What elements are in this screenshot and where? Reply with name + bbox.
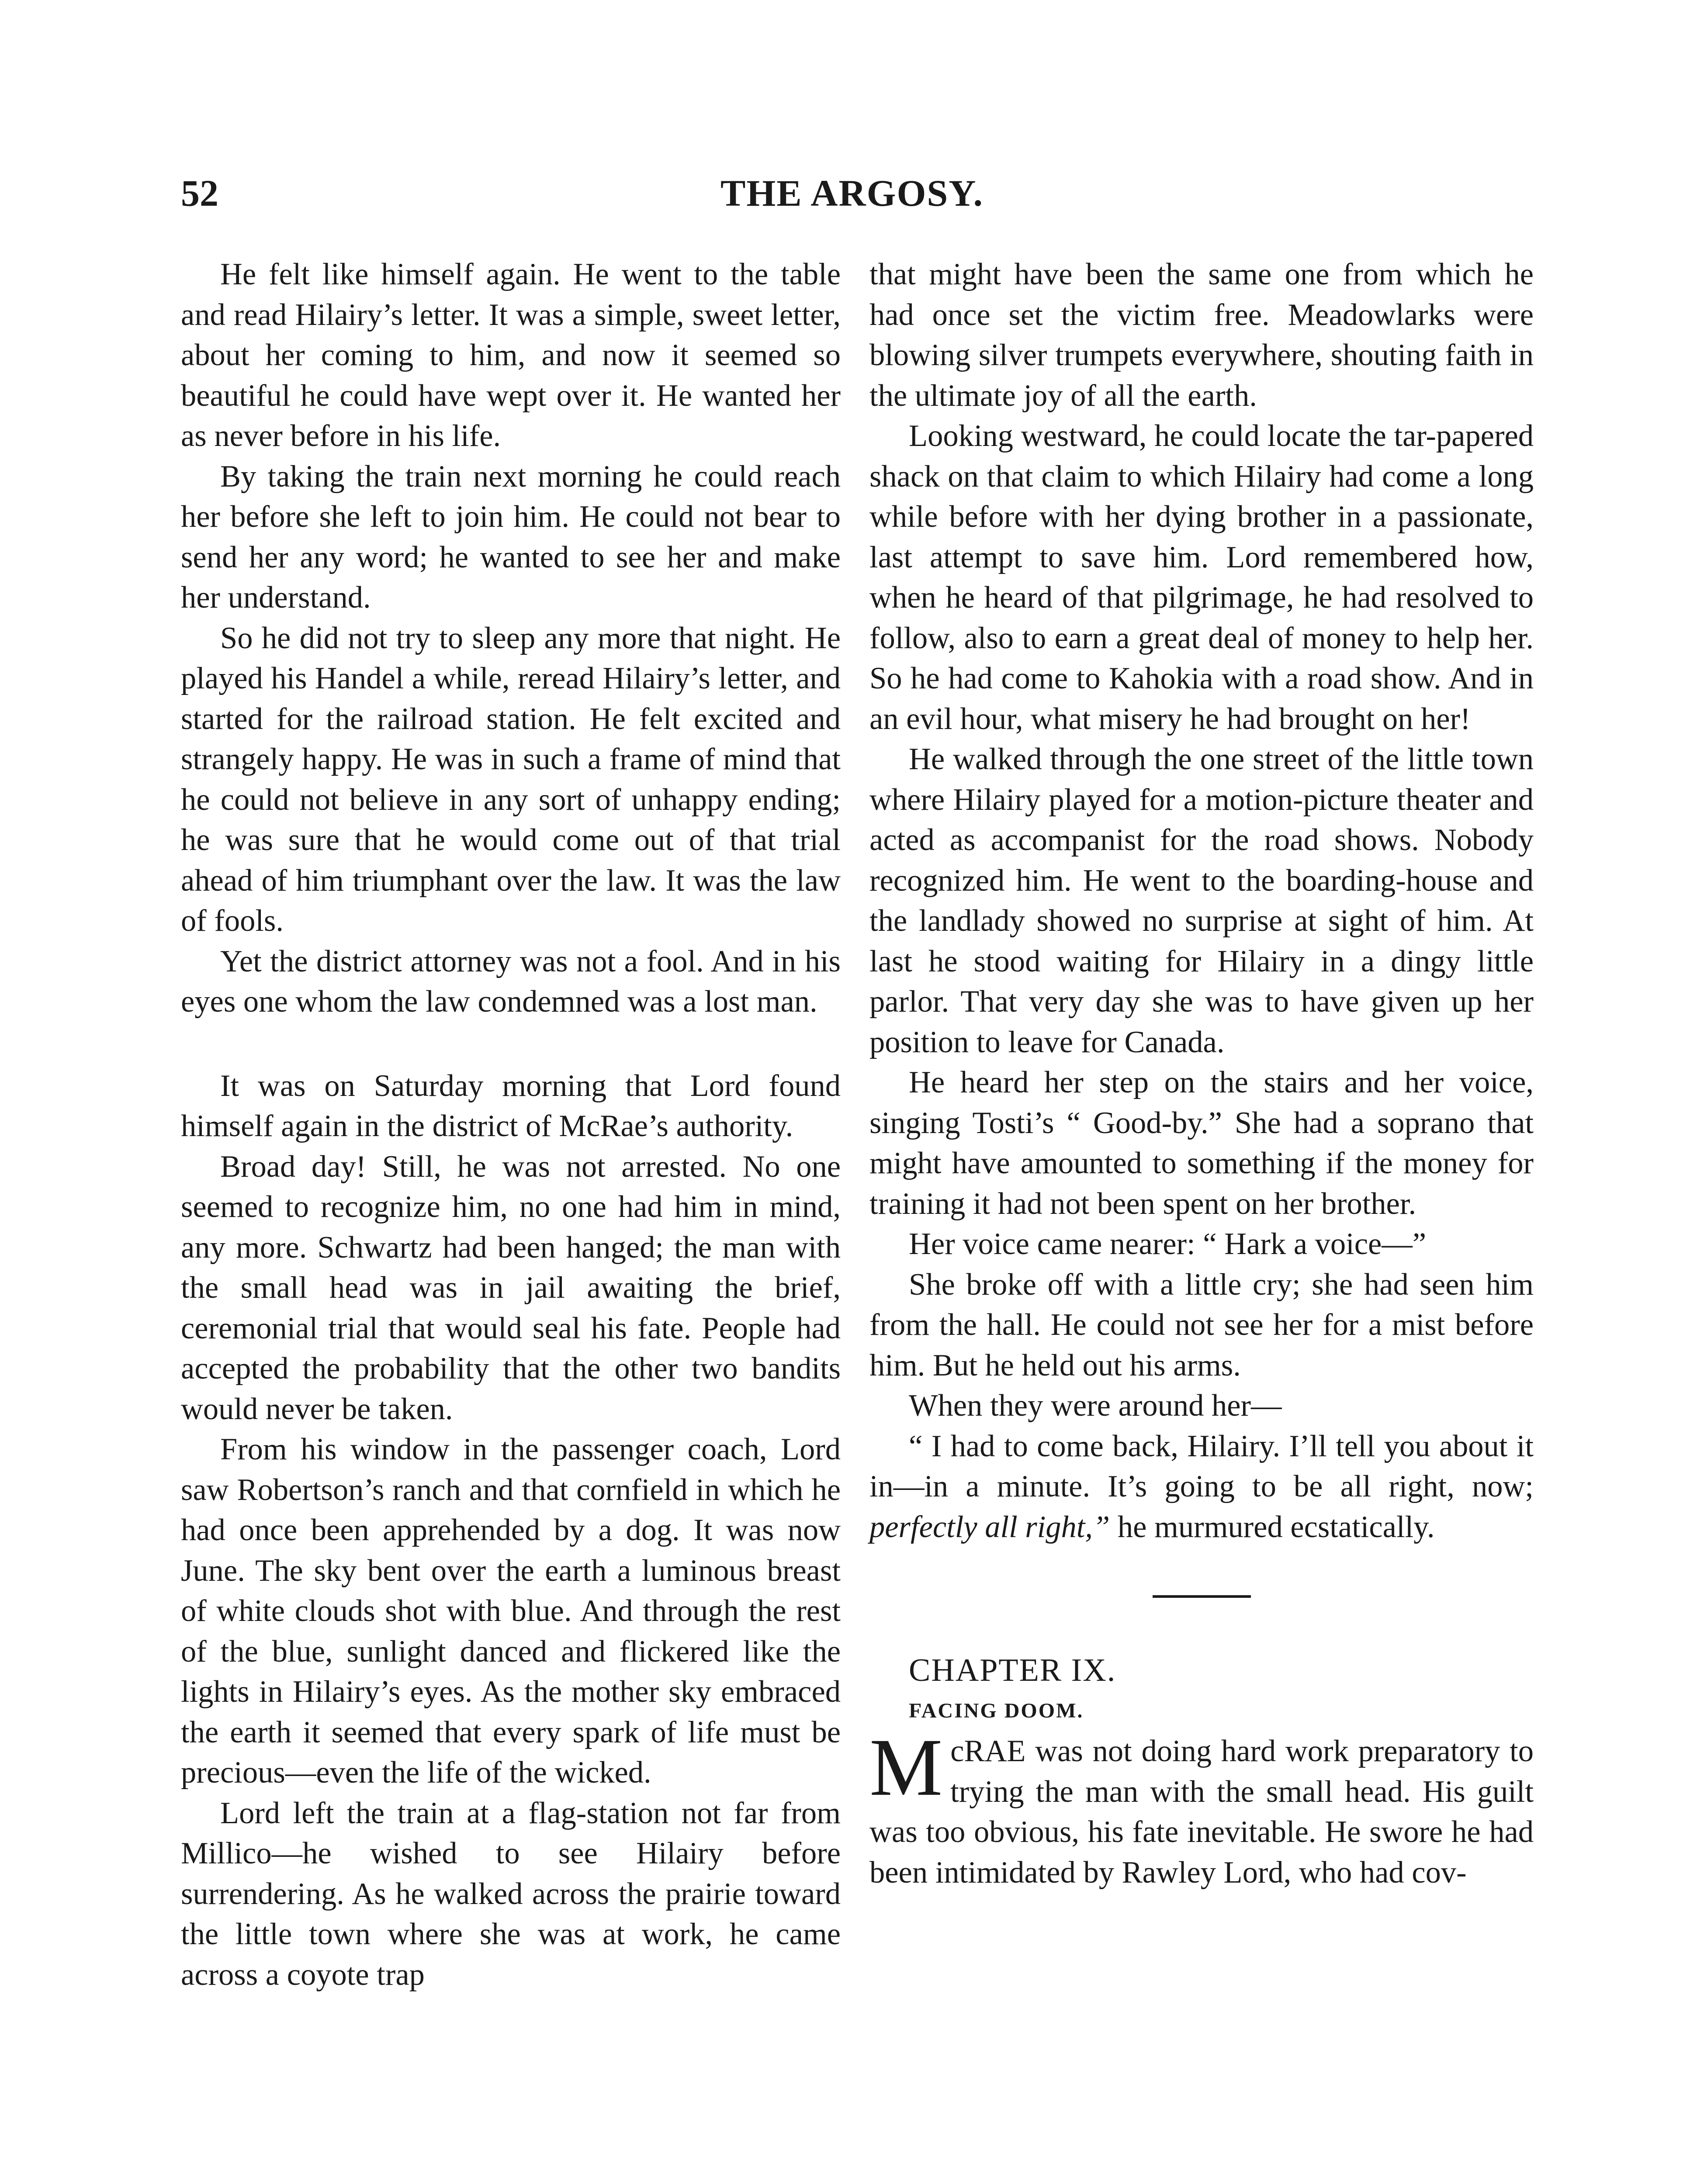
paragraph: He walked through the one street of the little town where Hilairy played for a motion-picture theater and acted as accompanist for the road shows. Nobody recognized him. He went to the boarding-house and the landlady showed no surprise at sight of him. At last he stood waiting for Hilairy in a dingy little parlor. That very day she was to have given up her position to leave for Canada. [869,742,1534,1059]
paragraph: By taking the train next morning he could reach her before she left to join him. He could not bear to send her any word; he wanted to see her and make her understand. [181,459,841,615]
paragraph: Her voice came nearer: “ Hark a voice—” [909,1227,1427,1261]
left-column [181,254,841,1995]
page-number: 52 [181,172,218,214]
page-header [181,171,1523,232]
paragraph: She broke off with a little cry; she had seen him from the hall. He could not see her for a mist before him. But he held out his arms. [869,1267,1534,1382]
paragraph: So he did not try to sleep any more that night. He played his Handel a while, reread Hilairy’s letter, and started for the railroad station. He felt excited and strangely happy. He was in such a frame of mind that he could not believe in any sort of unhappy ending; he was sure that he would come out of that trial ahead of him triumphant over the law. It was the law of fools. [181,621,841,938]
paragraph: Looking westward, he could locate the tar-papered shack on that claim to which Hilairy had come a long while before with her dying brother in a passionate, last attempt to save him. Lord remembered how, when he heard of that pilgrimage, he had resolved to follow, also to earn a great deal of money to help her. So he had come to Kahokia with a road show. And in an evil hour, what misery he had brought on her! [869,419,1534,736]
section-break [181,1022,841,1066]
drop-cap: M [869,1721,943,1813]
paragraph: From his window in the passenger coach, Lord saw Robertson’s ranch and that cornfield in which he had once been apprehended by a dog. It was now June. The sky bent over the earth a luminous breast of white clouds shot with blue. And through the rest of the blue, sunlight danced and flickered like the lights in Hilairy’s eyes. As the mother sky embraced the earth it seemed that every spark of life must be precious—even the life of the wicked. [181,1432,841,1790]
paragraph-text: cRAE was not doing hard work preparatory to trying the man with the small head. His guilt was too obvious, his fate inevitable. He swore he had been intimidated by Rawley Lord, who had cov- [869,1734,1534,1890]
paragraph: It was on Saturday morning that Lord found himself again in the district of McRae’s authority. [181,1068,841,1143]
paragraph [869,1426,1534,1548]
italic-emphasis: perfectly all right,” [869,1510,1110,1544]
paragraph: Lord left the train at a flag-station not far from Millico—he wished to see Hilairy before surrendering. As he walked across the prairie toward the little town where she was at work, he came across a coyote trap [181,1796,841,1992]
paragraph-text: “ I had to come back, Hilairy. I’ll tell you about it in—in a minute. It’s going to be all right, now; [869,1429,1534,1503]
chapter-opening-paragraph [869,1721,1534,1893]
chapter-title: CHAPTER IX. [909,1652,1116,1688]
paragraph: Broad day! Still, he was not arrested. No one seemed to recognize him, no one had him in mind, any more. Schwartz had been hanged; the man with the small head was in jail awaiting the brief, ceremonial trial that would seal his fate. People had accepted the probability that the other two bandits would never be taken. [181,1149,841,1426]
right-column [869,254,1534,1893]
chapter-divider-rule [1153,1595,1251,1598]
paragraph-continuation: that might have been the same one from which he had once set the victim free. Meadowlarks were blowing silver trumpets everywhere, shouting faith in the ultimate joy of all the earth. [869,257,1534,413]
paragraph: He felt like himself again. He went to the table and read Hilairy’s letter. It was a simple, sweet letter, about her coming to him, and now it seemed so beautiful he could have wept over it. He wanted her as never before in his life. [181,257,841,453]
paragraph-text: he murmured ecstatically. [1110,1510,1435,1544]
paragraph: He heard her step on the stairs and her voice, singing Tosti’s “ Good-by.” She had a soprano that might have amounted to something if the money for training it had not been spent on her brother. [869,1065,1534,1221]
chapter-subtitle: FACING DOOM. [909,1699,1084,1722]
paragraph: Yet the district attorney was not a fool. And in his eyes one whom the law condemned was a lost man. [181,944,841,1019]
running-title: THE ARGOSY. [720,172,984,214]
paragraph: When they were around her— [909,1389,1282,1423]
